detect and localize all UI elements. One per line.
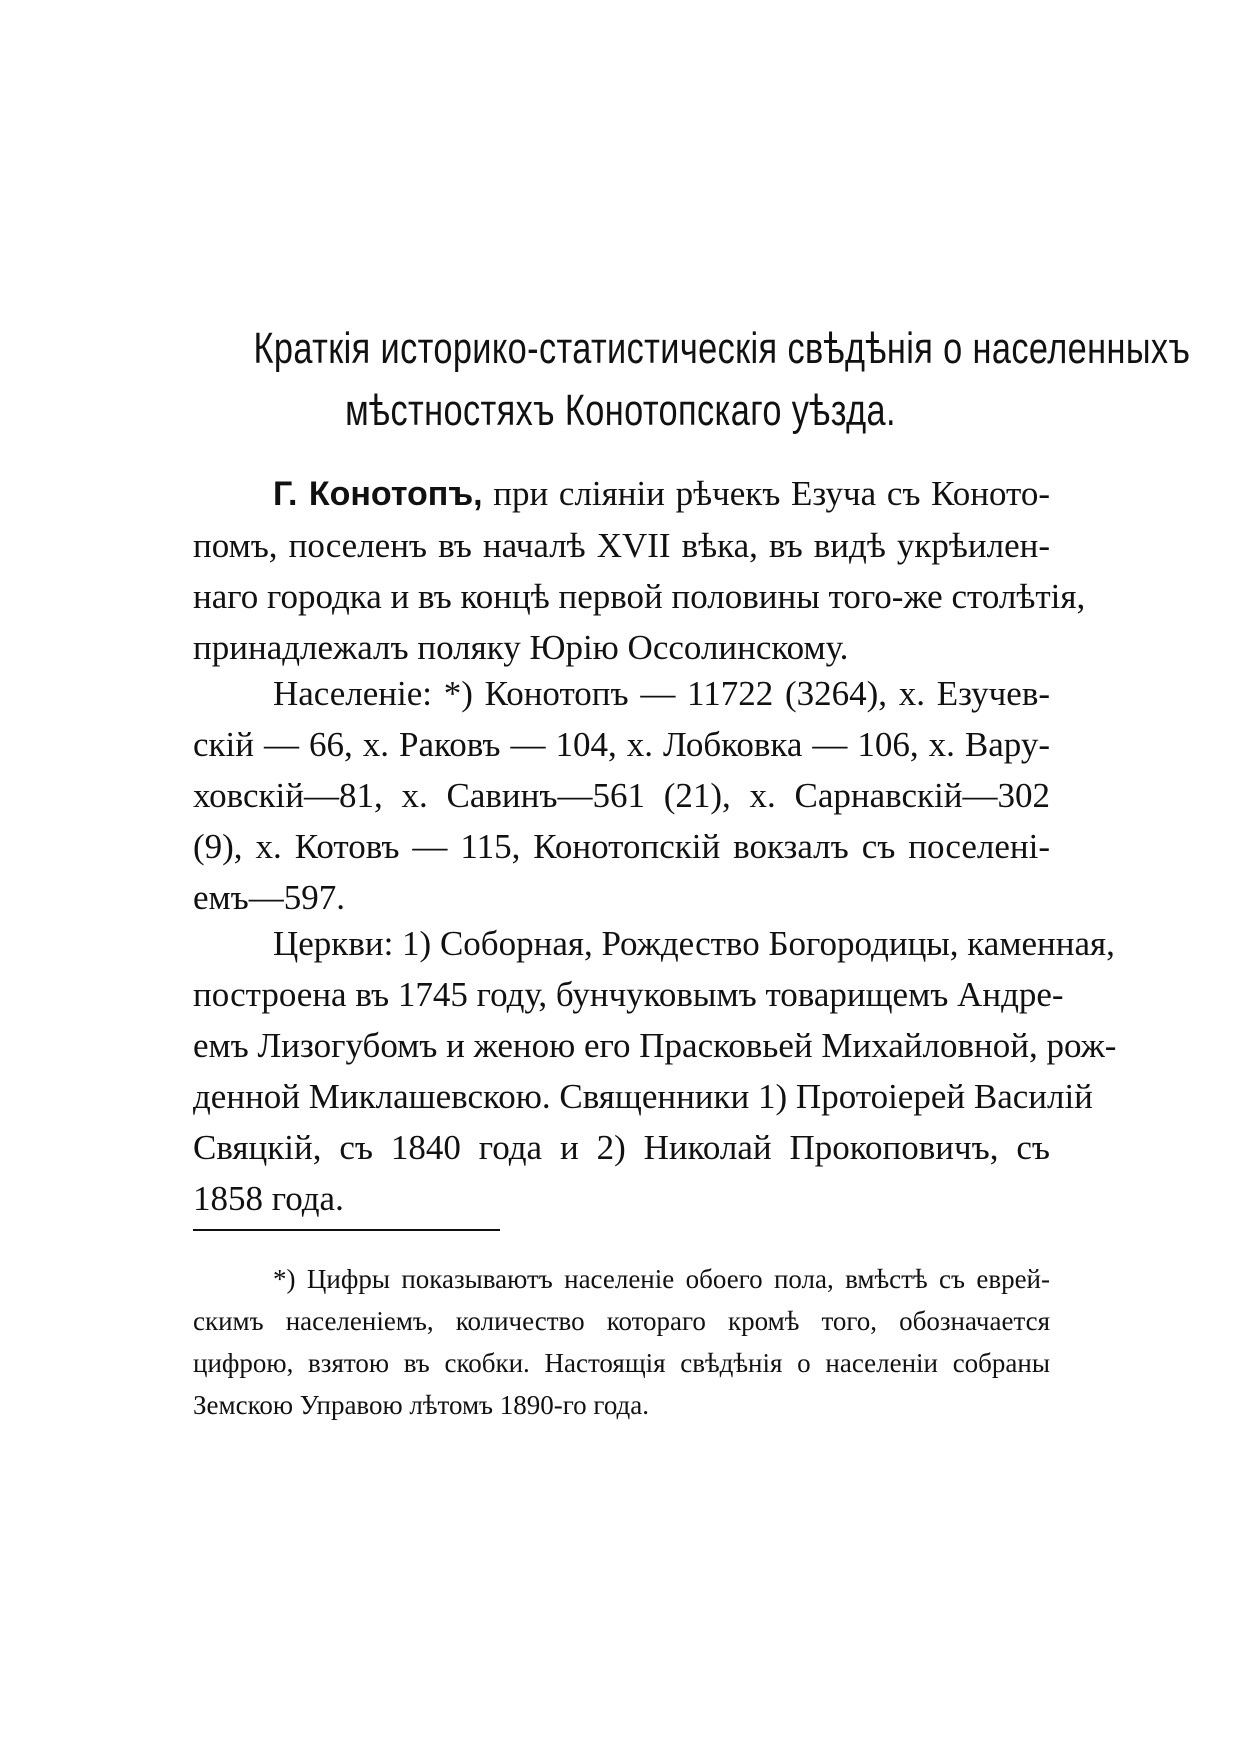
paragraph-line: Церкви: 1) Соборная, Рождество Богородицы, каменная, [273, 924, 1115, 963]
paragraph-line: Свяцкій, съ 1840 года и 2) Николай Прокоповичъ, съ [193, 1128, 1050, 1167]
paragraph-line: 1858 года. [193, 1179, 344, 1218]
paragraph-churches [193, 918, 1117, 1224]
paragraph-line: помъ, поселенъ въ началѣ XVII вѣка, въ видѣ укрѣилен- [193, 526, 1050, 565]
paragraph-line: ховскій—81, х. Савинъ—561 (21), х. Сарнавскій—302 [193, 776, 1050, 815]
footnote-line: цифрою, взятою въ скобки. Настоящія свѣдѣнія о населеніи собраны [193, 1348, 1050, 1378]
paragraph-population [193, 668, 1050, 923]
paragraph-line: (9), х. Котовъ — 115, Конотопскій вокзалъ съ поселені- [193, 827, 1050, 866]
paragraph-line: построена въ 1745 году, бунчуковымъ товарищемъ Андре- [193, 975, 1064, 1014]
footnote-line: скимъ населеніемъ, количество котораго кромѣ того, обозначается [193, 1306, 1050, 1336]
footnote-divider [193, 1229, 500, 1231]
paragraph-line: Населеніе: *) Конотопъ — 11722 (3264), х. Езучев- [273, 674, 1050, 713]
paragraph-line: наго городка и въ концѣ первой половины того-же столѣтія, [193, 577, 1086, 616]
paragraph-line [193, 468, 1050, 520]
paragraph-line: скій — 66, х. Раковъ — 104, х. Лобковка — 106, х. Вару- [193, 725, 1050, 764]
footnote-line: *) Цифры показываютъ населеніе обоего пола, вмѣстѣ съ еврей- [273, 1264, 1050, 1294]
footnote-line: Земскою Управою лѣтомъ 1890-го года. [193, 1390, 650, 1420]
page-title [253, 318, 1191, 442]
footnote [193, 1258, 1050, 1426]
paragraph-line: емъ Лизогубомъ и женою его Прасковьей Михайловной, рож- [193, 1026, 1117, 1065]
title-line-2: мѣстностяхъ Конотопскаго уѣзда. [345, 386, 896, 435]
place-name-bold: Г. Конотопъ, [273, 475, 483, 513]
paragraph-line: емъ—597. [193, 878, 346, 917]
title-line-1: Краткія историко-статистическія свѣдѣнія о населенныхъ [253, 324, 1191, 373]
paragraph-line-text: при сліяніи рѣчекъ Езуча съ Коното- [493, 474, 1050, 513]
paragraph-konotop-history [193, 468, 1086, 673]
paragraph-line: денной Миклашевскою. Священники 1) Протоіерей Василій [193, 1077, 1093, 1116]
paragraph-line: принадлежалъ поляку Юрію Оссолинскому. [193, 628, 849, 667]
